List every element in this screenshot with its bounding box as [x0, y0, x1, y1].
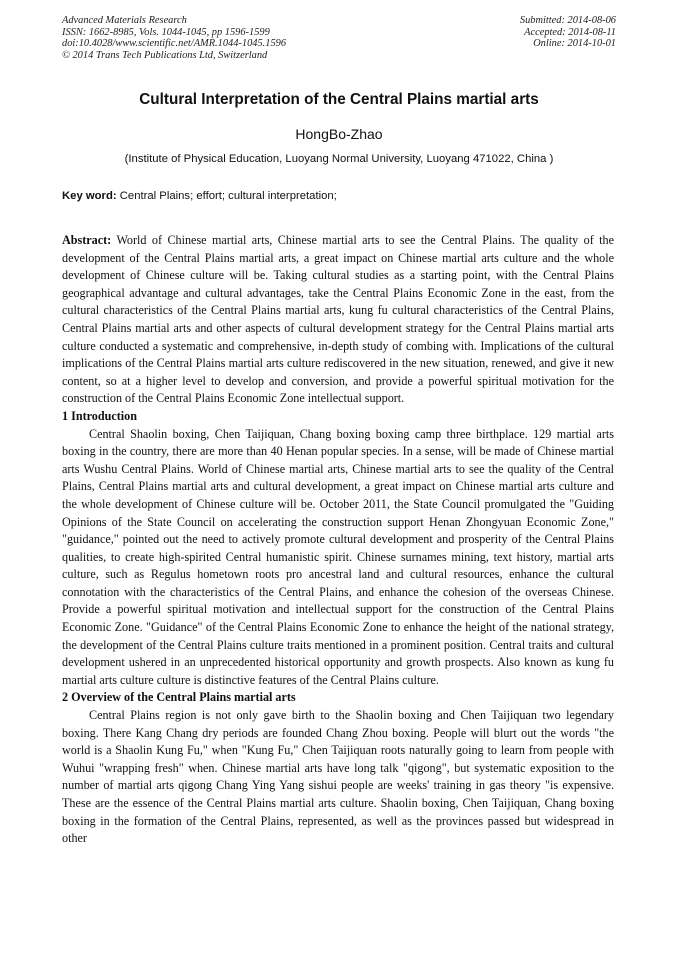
- accepted-date: Accepted: 2014-08-11: [524, 26, 616, 38]
- issn-line: ISSN: 1662-8985, Vols. 1044-1045, pp 1596-1599: [62, 26, 270, 38]
- keywords: [62, 190, 337, 202]
- abstract-label: Abstract:: [62, 233, 112, 247]
- section-heading-introduction: 1 Introduction: [62, 408, 137, 423]
- section-heading-overview: 2 Overview of the Central Plains martial arts: [62, 690, 296, 705]
- section-paragraph-overview: Central Plains region is not only gave birth to the Shaolin boxing and Chen Taijiquan two legendary boxing. There Kang Chang dry periods are founded Chang Zhou boxing. People will blurt out the words "the world is a Shaolin Kung Fu," when "Kung Fu," Chen Taijiquan roots naturally going to learn from people with Wuhui "wrapping fresh" when. Chinese martial arts have long talk "qigong", but systematic exposition to the number of martial arts qigong Chang Ying Yang sishui people are weeks' training in gas theory "is expensive. These are the essence of the Central Plains martial arts culture. Shaolin boxing, Chen Taijiquan, Chang boxing boxing in the formation of the Central Plains, represented, as well as the provinces passed but widespread in other: [62, 708, 614, 846]
- paper-title: Cultural Interpretation of the Central Plains martial arts: [139, 91, 539, 108]
- publication-dates: [520, 15, 616, 50]
- keywords-label: Key word:: [62, 190, 117, 202]
- abstract-paragraph: [62, 232, 614, 408]
- journal-name: Advanced Materials Research: [62, 15, 187, 26]
- keywords-text: Central Plains; effort; cultural interpretation;: [116, 190, 337, 202]
- abstract-text: World of Chinese martial arts, Chinese martial arts to see the Central Plains. The quality of the development of the Central Plains martial arts, a great impact on Chinese martial arts culture and the whole development of Chinese culture will be. Taking cultural studies as a starting point, with the Central Plains geographical advantage and cultural advantages, take the Central Plains Economic Zone in the east, from the cultural characteristics of the Central Plains martial arts, kung fu cultural characteristics of the Central Plains, Central Plains martial arts and other aspects of cultural development strategy for the Central Plains martial arts culture conducted a systematic and comprehensive, in-depth study of combing with. Implications of the cultural implications of the Central Plains martial arts culture rediscovered in the new situation, renewed, and give it new content, so at a higher level to develop and conversion, and provide a powerful spiritual motivation for the construction of the Central Plains Economic Zone intellectual support.: [62, 233, 614, 406]
- section-paragraph-introduction: Central Shaolin boxing, Chen Taijiquan, Chang boxing boxing camp three birthplace. 129 martial arts boxing in the country, there are more than 40 Henan popular species. In a sense, will be made of Chinese martial arts Wushu Central Plains. World of Chinese martial arts, Chinese martial arts to see the quality of the Central Plains, Central Plains martial arts and cultural development, a great impact on Chinese martial arts culture and the whole development of Chinese culture will be. October 2011, the State Council promulgated the "Guiding Opinions of the State Council on accelerating the construction support Henan Zhongyuan Economic Zone," "guidance," pointed out the need to actively promote cultural development and prosperity of the Central Plains qualities, to create high-spirited Central humanistic spirit. Chinese surnames mining, text history, martial arts culture, such as Regulus hometown roots pro ancestral land and cultural resources, enhance the cultural connotation with the characteristics of the Central Plains, and enhance the cohesion of the overseas Chinese. Provide a powerful spiritual motivation and intellectual support for the construction of the Central Plains Economic Zone. "Guidance" of the Central Plains Economic Zone to enhance the height of the national strategy, the development of the Central Plains culture traits mentioned in a prominent position. Central traits and cultural development ushered in an unprecedented historical opportunity and growth prospects. Also known as kung fu martial arts culture culture is distinctive features of the Central Plains culture.: [62, 426, 614, 687]
- affiliation: (Institute of Physical Education, Luoyang Normal University, Luoyang 471022, China ): [124, 153, 554, 165]
- online-date: Online: 2014-10-01: [533, 38, 616, 50]
- author-name: HongBo-Zhao: [295, 126, 383, 142]
- paper-body: [62, 232, 614, 848]
- submitted-date: Submitted: 2014-08-06: [519, 15, 616, 26]
- copyright-line: © 2014 Trans Tech Publications Ltd, Switzerland: [62, 49, 268, 61]
- doi-line: doi:10.4028/www.scientific.net/AMR.1044-1045.1596: [62, 38, 287, 50]
- journal-info: [62, 15, 286, 61]
